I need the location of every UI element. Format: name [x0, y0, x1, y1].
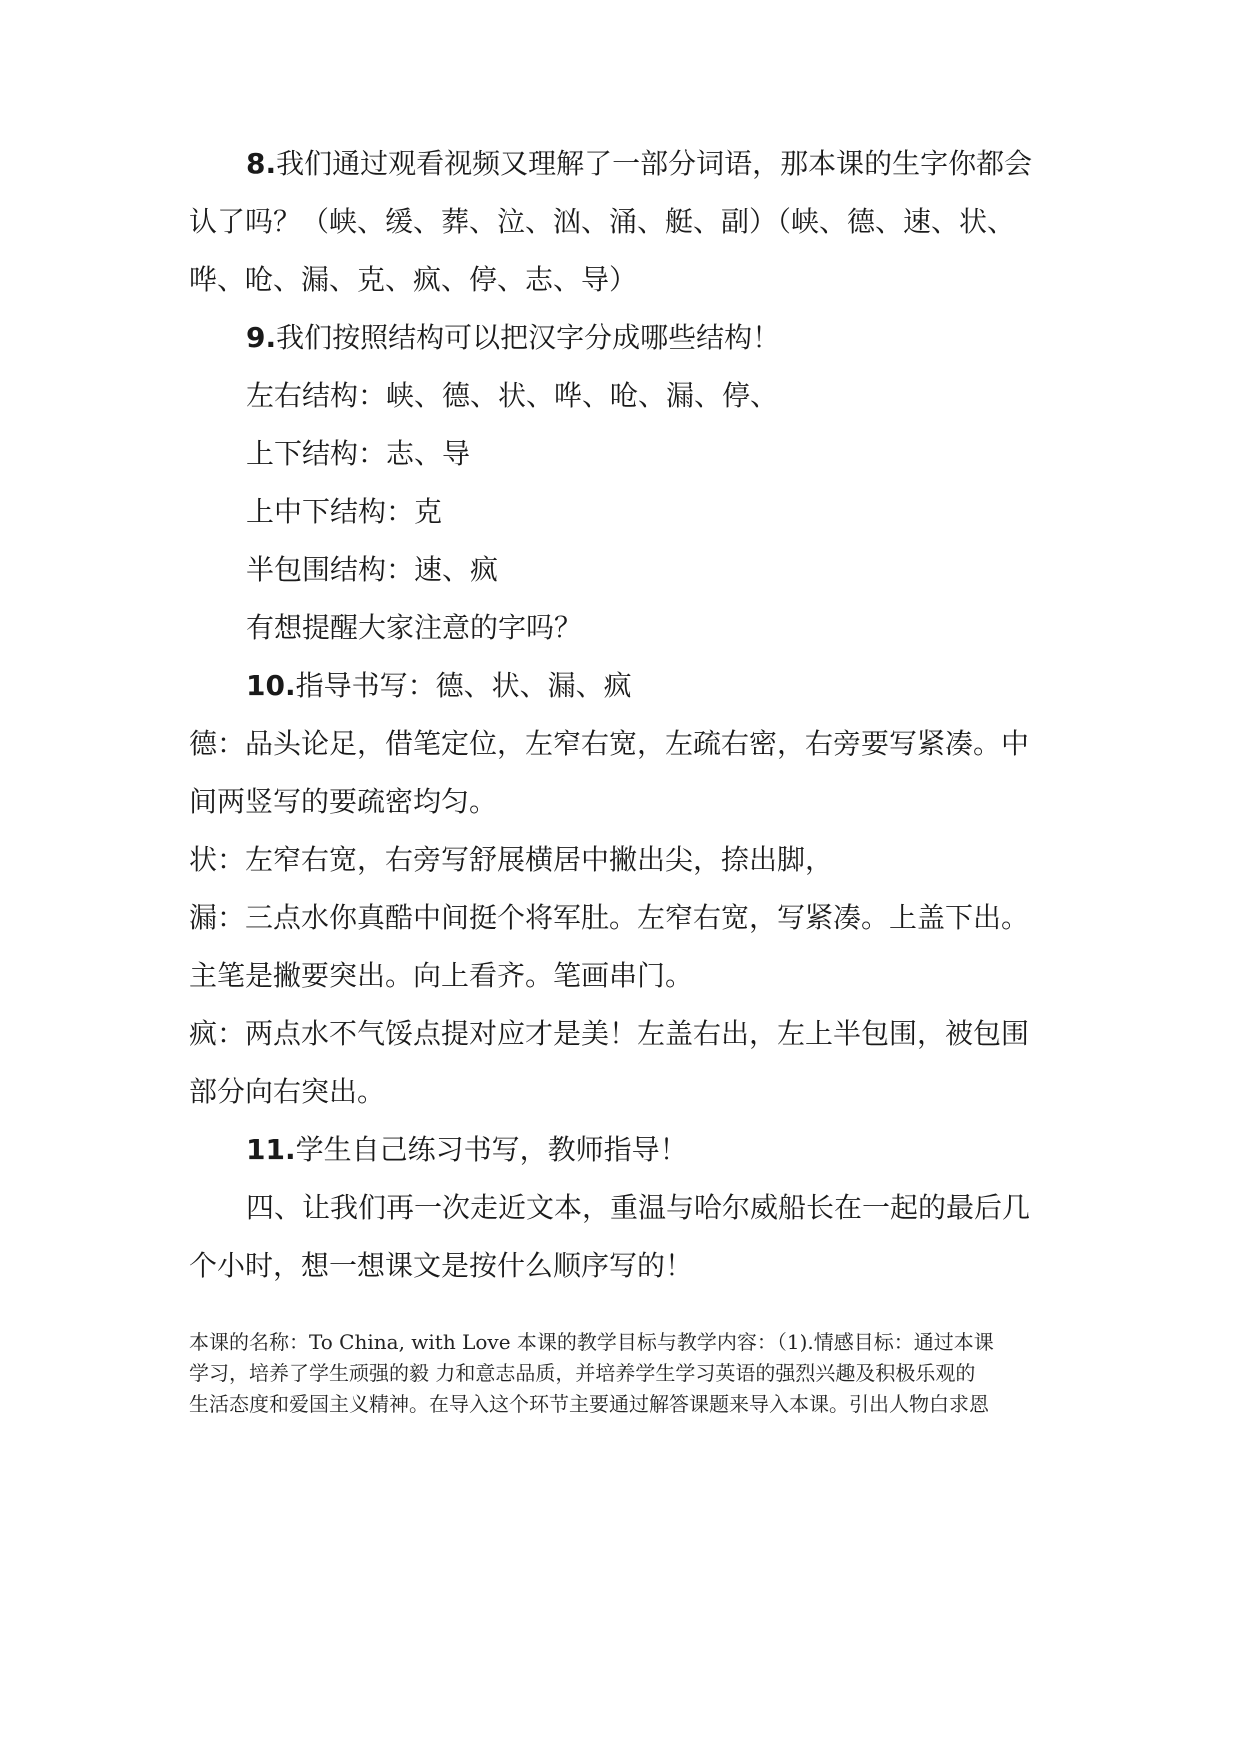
guide-feng-line-1: 疯：两点水不气馁点提对应才是美！左盖右出，左上半包围，被包围: [189, 1017, 1030, 1050]
item-number: 8.: [246, 147, 277, 180]
guide-zhuang: 状：左窄右宽，右旁写舒展横居中撇出尖，捺出脚，: [189, 843, 834, 876]
paragraph-text: 我们按照结构可以把汉字分成哪些结构！: [276, 321, 781, 354]
structure-half-enclosed: 半包围结构：速、疯: [246, 553, 499, 586]
guide-de-line-1: 德：品头论足，借笔定位，左窄右宽，左疏右密，右旁要写紧凑。中: [189, 727, 1030, 760]
item-number: 9.: [246, 321, 277, 354]
paragraph-11: [246, 1133, 688, 1167]
footer-line-1: 本课的名称：To China, with Love 本课的教学目标与教学内容：（1).情感目标：通过本课: [189, 1330, 994, 1354]
paragraph-10: [246, 669, 632, 703]
guide-lou-line-1: 漏：三点水你真酷中间挺个将军肚。左窄右宽，写紧凑。上盖下出。: [189, 901, 1030, 934]
paragraph-9: [246, 321, 780, 355]
structure-top-bottom: 上下结构：志、导: [246, 437, 471, 470]
paragraph-8-line-3: 哗、呛、漏、克、疯、停、志、导）: [189, 263, 638, 296]
section-4-line-1: 四、让我们再一次走近文本，重温与哈尔威船长在一起的最后几: [246, 1191, 1031, 1224]
paragraph-text: 我们通过观看视频又理解了一部分词语，那本课的生字你都会: [276, 147, 1033, 180]
footer-line-2: 学习，培养了学生顽强的毅 力和意志品质，并培养学生学习英语的强烈兴趣及积极乐观的: [189, 1361, 976, 1385]
guide-feng-line-2: 部分向右突出。: [189, 1075, 386, 1108]
attention-question: 有想提醒大家注意的字吗？: [246, 611, 583, 644]
structure-top-middle-bottom: 上中下结构：克: [246, 495, 443, 528]
footer-line-3: 生活态度和爱国主义精神。在导入这个环节主要通过解答课题来导入本课。引出人物白求恩: [189, 1392, 989, 1416]
guide-de-line-2: 间两竖写的要疏密均匀。: [189, 785, 498, 818]
paragraph-text: 指导书写：德、状、漏、疯: [295, 669, 632, 702]
paragraph-text: 学生自己练习书写，教师指导！: [295, 1133, 688, 1166]
item-number: 11.: [246, 1133, 296, 1166]
paragraph-8-line-2: 认了吗？（峡、缓、葬、泣、汹、涌、艇、副）（峡、德、速、状、: [189, 205, 1016, 238]
paragraph-8-line-1: [246, 147, 1032, 181]
section-4-line-2: 个小时，想一想课文是按什么顺序写的！: [189, 1249, 694, 1282]
guide-lou-line-2: 主笔是撇要突出。向上看齐。笔画串门。: [189, 959, 694, 992]
item-number: 10.: [246, 669, 296, 702]
structure-left-right: 左右结构：峡、德、状、哗、呛、漏、停、: [246, 379, 779, 412]
